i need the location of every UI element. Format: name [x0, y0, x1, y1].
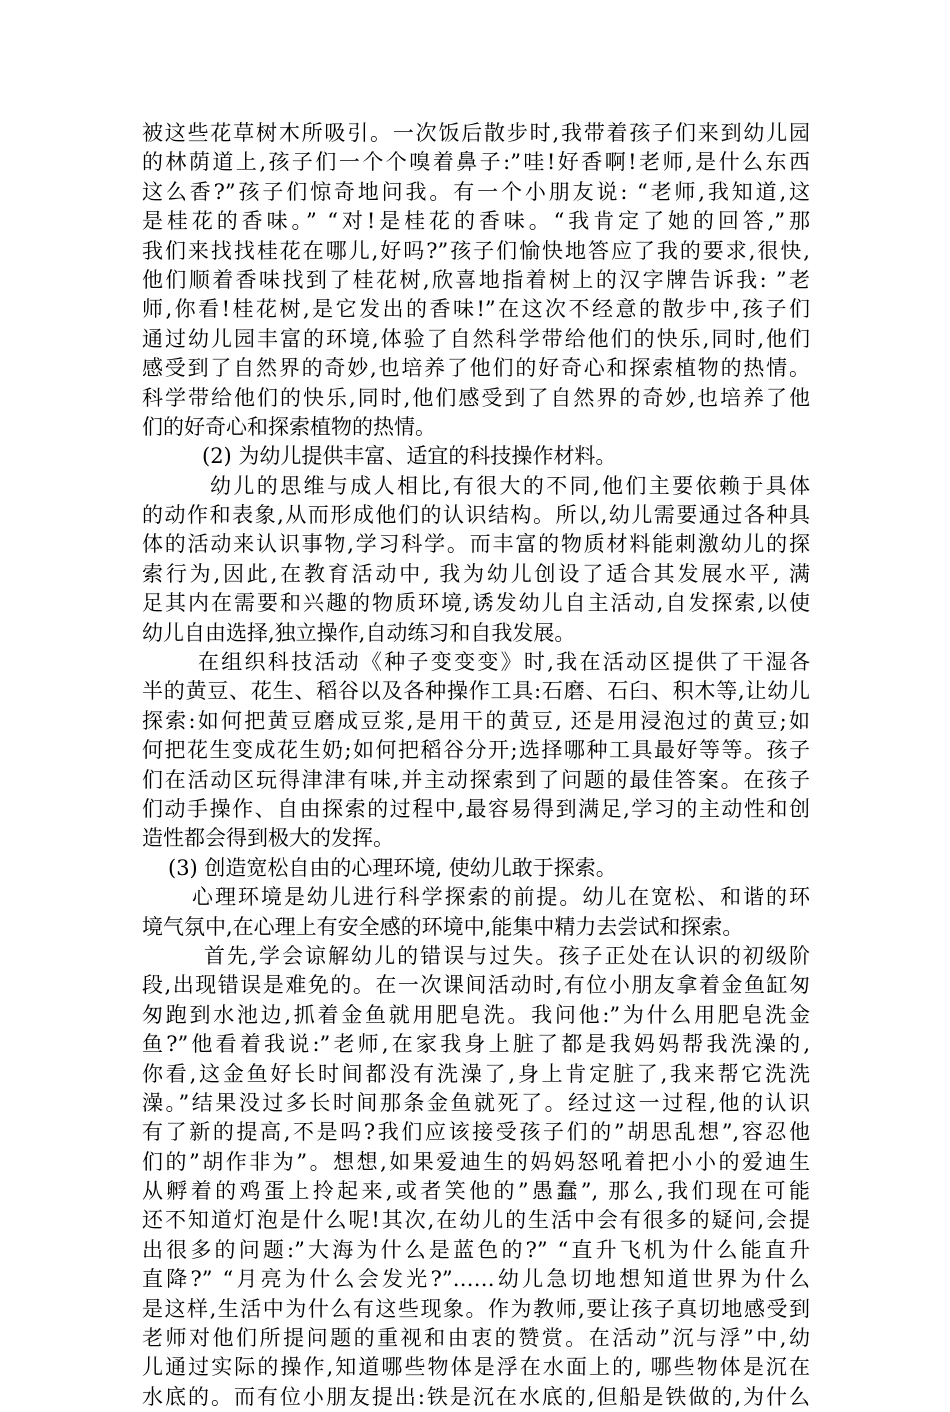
text-line: 幼儿自由选择,独立操作,自动练习和自我发展。: [142, 620, 576, 645]
paragraph-materials: [142, 472, 810, 648]
text-line: 有了新的提高,不是吗?我们应该接受孩子们的”胡思乱想”,容忍他: [142, 1120, 810, 1145]
text-line: 们在活动区玩得津津有味,并主动探索到了问题的最佳答案。在孩子: [142, 767, 810, 792]
text-line: 的动作和表象,从而形成他们的认识结构。所以,幼儿需要通过各种具: [142, 503, 810, 528]
text-line: 心理环境是幼儿进行科学探索的前提。幼儿在宽松、和谐的环: [192, 885, 810, 910]
text-line: 幼儿的思维与成人相比,有很大的不同,他们主要依赖于具体: [210, 473, 810, 498]
section-heading-3: [142, 854, 810, 883]
text-line: 从孵着的鸡蛋上拎起来,或者笑他的”愚蠢”, 那么,我们现在可能: [142, 1179, 810, 1204]
text-line: 的林荫道上,孩子们一个个嗅着鼻子:”哇!好香啊!老师,是什么东西: [142, 150, 810, 175]
text-line: 被这些花草树木所吸引。一次饭后散步时,我带着孩子们来到幼儿园: [142, 121, 810, 145]
text-line: 何把花生变成花生奶;如何把稻谷分开;选择哪种工具最好等等。孩子: [142, 738, 810, 763]
heading-line: (3) 创造宽松自由的心理环境, 使幼儿敢于探索。: [168, 855, 617, 880]
paragraph-psychological-environment: [142, 883, 810, 942]
text-line: 感受到了自然界的奇妙,也培养了他们的好奇心和探索植物的热情。: [142, 356, 810, 381]
text-line: 鱼?”他看着我说:”老师,在家我身上脏了都是我妈妈帮我洗澡的,: [142, 1032, 810, 1057]
text-line: 们动手操作、自由探索的过程中,最容易得到满足,学习的主动性和创: [142, 796, 810, 821]
text-line: 出很多的问题:”大海为什么是蓝色的?” “直升飞机为什么能直升: [142, 1237, 810, 1262]
heading-line: (2) 为幼儿提供丰富、适宜的科技操作材料。: [202, 444, 617, 469]
document-body: [142, 119, 810, 1412]
text-line: 匆跑到水池边,抓着金鱼就用肥皂洗。我问他:”为什么用肥皂洗金: [142, 1002, 810, 1027]
text-line: 通过幼儿园丰富的环境,体验了自然科学带给他们的快乐,同时,他们: [142, 326, 810, 351]
text-line: 是桂花的香味。” “对!是桂花的香味。“我肯定了她的回答,”那: [142, 209, 810, 234]
text-line: 直降?” “月亮为什么会发光?”……幼儿急切地想知道世界为什么: [142, 1267, 810, 1292]
paragraph-goldfish-story: [142, 942, 810, 1412]
paragraph-osmanthus-walk: [142, 119, 810, 442]
text-line: 我们来找找桂花在哪儿,好吗?”孩子们愉快地答应了我的要求,很快,: [142, 238, 810, 263]
text-line: 你看,这金鱼好长时间都没有洗澡了,身上肯定脏了,我来帮它洗洗: [142, 1061, 810, 1086]
text-line: 水底的。而有位小朋友提出:铁是沉在水底的,但船是铁做的,为什么: [142, 1384, 810, 1409]
text-line: 境气氛中,在心理上有安全感的环境中,能集中精力去尝试和探索。: [142, 914, 744, 939]
text-line: 们的好奇心和探索植物的热情。: [142, 414, 436, 439]
text-line: 足其内在需要和兴趣的物质环境,诱发幼儿自主活动,自发探索,以使: [142, 591, 810, 616]
text-line: 造性都会得到极大的发挥。: [142, 826, 394, 851]
text-line: 首先,学会谅解幼儿的错误与过失。孩子正处在认识的初级阶: [204, 943, 810, 968]
text-line: 半的黄豆、花生、稻谷以及各种操作工具:石磨、石臼、积木等,让幼儿: [142, 679, 810, 704]
section-heading-2: [142, 442, 810, 471]
paragraph-seed-activity: [142, 648, 810, 854]
text-line: 科学带给他们的快乐,同时,他们感受到了自然界的奇妙,也培养了他: [142, 385, 810, 410]
text-line: 老师对他们所提问题的重视和由衷的赞赏。在活动”沉与浮”中,幼: [142, 1326, 810, 1351]
text-line: 还不知道灯泡是什么呢!其次,在幼儿的生活中会有很多的疑问,会提: [142, 1208, 810, 1233]
text-line: 他们顺着香味找到了桂花树,欣喜地指着树上的汉字牌告诉我: ”老: [142, 267, 810, 292]
text-line: 体的活动来认识事物,学习科学。而丰富的物质材料能刺激幼儿的探: [142, 532, 810, 557]
text-line: 探索:如何把黄豆磨成豆浆,是用干的黄豆, 还是用浸泡过的黄豆;如: [142, 708, 810, 733]
text-line: 们的”胡作非为”。想想,如果爱迪生的妈妈怒吼着把小小的爱迪生: [142, 1149, 810, 1174]
text-line: 师,你看!桂花树,是它发出的香味!”在这次不经意的散步中,孩子们: [142, 297, 810, 322]
text-line: 段,出现错误是难免的。在一次课间活动时,有位小朋友拿着金鱼缸匆: [142, 973, 810, 998]
text-line: 这么香?”孩子们惊奇地问我。有一个小朋友说: “老师,我知道,这: [142, 179, 810, 204]
text-line: 是这样,生活中为什么有这些现象。作为教师,要让孩子真切地感受到: [142, 1296, 810, 1321]
text-line: 在组织科技活动《种子变变变》时,我在活动区提供了干湿各: [198, 650, 810, 675]
text-line: 澡。”结果没过多长时间那条金鱼就死了。经过这一过程,他的认识: [142, 1090, 810, 1115]
text-line: 索行为,因此,在教育活动中, 我为幼儿创设了适合其发展水平, 满: [142, 561, 810, 586]
text-line: 儿通过实际的操作,知道哪些物体是浮在水面上的, 哪些物体是沉在: [142, 1355, 810, 1380]
